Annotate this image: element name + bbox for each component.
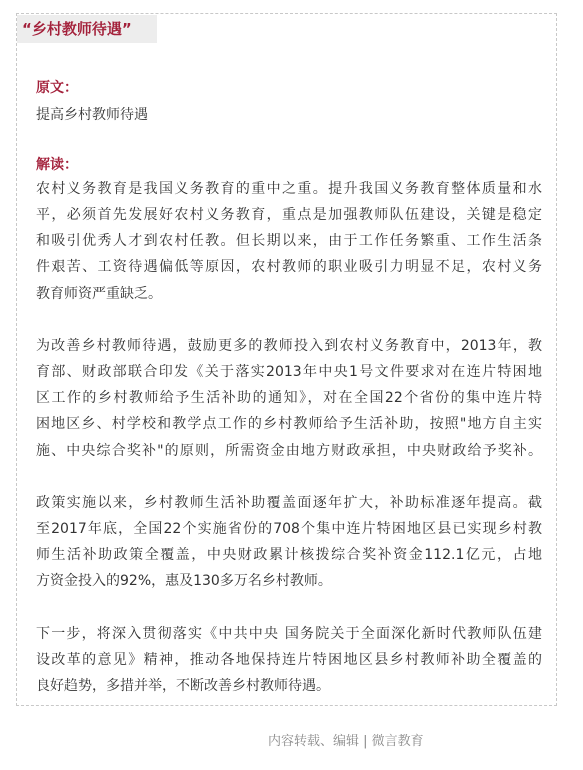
- paragraph-line: 教育师资严重缺乏。: [36, 286, 162, 302]
- paragraph-line: 为改善乡村教师待遇，鼓励更多的教师投入到农村义务教育中，2013年，教: [36, 338, 542, 354]
- paragraph-line: 政策实施以来，乡村教师生活补助覆盖面逐年扩大，补助标准逐年提高。截: [36, 495, 542, 511]
- paragraph-line: 和吸引优秀人才到农村任教。但长期以来，由于工作任务繁重、工作生活条: [36, 233, 542, 249]
- paragraph-line: 良好趋势，多措并举，不断改善乡村教师待遇。: [36, 678, 330, 694]
- paragraph-line: 师生活补助政策全覆盖，中央财政累计核拨综合奖补资金112.1亿元，占地: [36, 547, 542, 563]
- original-label: 原文：: [36, 80, 78, 96]
- article-title: “乡村教师待遇”: [22, 20, 132, 38]
- paragraph-line: 下一步，将深入贯彻落实《中共中央 国务院关于全面深化新时代教师队伍建: [36, 626, 542, 642]
- source-credit: 内容转载、编辑 | 微言教育: [268, 734, 424, 749]
- paragraph-line: 设改革的意见》精神，推动各地保持连片特困地区县乡村教师补助全覆盖的: [36, 652, 542, 668]
- paragraph-line: 方资金投入的92%，惠及130多万名乡村教师。: [36, 573, 332, 589]
- paragraph-line: 育部、财政部联合印发《关于落实2013年中央1号文件要求对在连片特困地: [36, 364, 542, 380]
- paragraph-line: 平，必须首先发展好农村义务教育，重点是加强教师队伍建设，关键是稳定: [36, 207, 542, 223]
- paragraph-line: 件艰苦、工资待遇偏低等原因，农村教师的职业吸引力明显不足，农村义务: [36, 259, 542, 275]
- paragraph-line: 施、中央综合奖补"的原则，所需资金由地方财政承担，中央财政给予奖补。: [36, 443, 542, 459]
- paragraph-line: 困地区乡、村学校和教学点工作的乡村教师给予生活补助，按照"地方自主实: [36, 416, 542, 432]
- paragraph-line: 区工作的乡村教师给予生活补助的通知》，对在全国22个省份的集中连片特: [36, 390, 542, 406]
- interpretation-label: 解读：: [36, 157, 78, 173]
- paragraph-line: 至2017年底，全国22个实施省份的708个集中连片特困地区县已实现乡村教: [36, 521, 542, 537]
- paragraph-line: 农村义务教育是我国义务教育的重中之重。提升我国义务教育整体质量和水: [36, 181, 542, 197]
- original-text: 提高乡村教师待遇: [36, 107, 148, 123]
